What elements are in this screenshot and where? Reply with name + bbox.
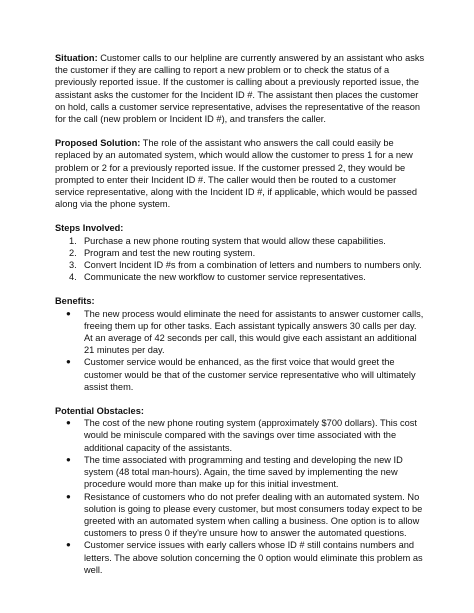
step-item	[55, 235, 425, 247]
bullet-icon: ●	[66, 540, 71, 550]
steps-heading: Steps Involved:	[55, 223, 124, 234]
benefits-heading: Benefits:	[55, 296, 95, 307]
obstacle-text: The time associated with programming and testing and developing the new ID system (48 total man-hours). Again, the time saved by implementing the new procedure would more than make up for this initial investment.	[84, 454, 403, 490]
obstacle-item	[55, 491, 425, 540]
benefit-text: The new process would eliminate the need for assistants to answer customer calls, freeing them up for other tasks. Each assistant typically answers 30 calls per day. At an average of 42 seconds per call, this would give each assistant an additional 21 minutes per day.	[84, 308, 424, 356]
step-text: Purchase a new phone routing system that would allow these capabilities.	[84, 235, 386, 246]
obstacles-section	[55, 405, 425, 576]
step-item	[55, 259, 425, 271]
obstacle-text: Resistance of customers who do not prefer dealing with an automated system. No solution is going to please every customer, but most consumers today expect to be greeted with an automated system when calling a business. One option is to allow customers to press 0 if they're unsure how to answer the automated questions.	[84, 491, 423, 539]
step-number: 4.	[69, 272, 77, 283]
proposed-solution-label: Proposed Solution:	[55, 138, 141, 149]
benefit-item	[55, 308, 425, 357]
situation-section	[55, 52, 425, 125]
obstacles-heading: Potential Obstacles:	[55, 406, 144, 417]
step-number: 1.	[69, 235, 77, 246]
situation-paragraph	[55, 52, 425, 125]
obstacle-item	[55, 454, 425, 491]
step-item	[55, 271, 425, 283]
benefits-list	[55, 308, 425, 393]
obstacle-item	[55, 539, 425, 576]
step-item	[55, 247, 425, 259]
steps-section	[55, 222, 425, 283]
obstacle-text: Customer service issues with early callers whose ID # still contains numbers and letters. The above solution concerning the 0 option would eliminate this problem as well.	[84, 540, 423, 575]
obstacles-list	[55, 417, 425, 576]
bullet-icon: ●	[66, 357, 71, 367]
step-text: Communicate the new workflow to customer service representatives.	[84, 272, 366, 283]
step-text: Program and test the new routing system.	[84, 247, 256, 258]
benefit-item	[55, 356, 425, 393]
obstacle-item	[55, 417, 425, 454]
proposed-solution-text: The role of the assistant who answers the call could easily be replaced by an automated system, which would allow the customer to press 1 for a new problem or 2 for a previously reported issue. If the customer pressed 2, they would be prompted to enter their Incident ID #. The caller would then be routed to a customer service representative, along with the Incident ID #, if applicable, which would be passed along via the phone system.	[55, 138, 417, 210]
obstacle-text: The cost of the new phone routing system (approximately $700 dollars). This cost would be miniscule compared with the savings over time associated with the additional capacity of the assistants.	[84, 418, 417, 453]
document-page	[55, 52, 425, 576]
benefit-text: Customer service would be enhanced, as the first voice that would greet the customer would be that of the customer service representative who will ultimately assist them.	[84, 357, 416, 392]
steps-list	[55, 235, 425, 284]
situation-text: Customer calls to our helpline are currently answered by an assistant who asks the customer if they are calling to report a new problem or to check the status of a previously reported issue. If the customer is calling about a previously reported issue, the assistant asks the customer for the Incident ID #. The assistant then places the customer on hold, calls a customer service representative, advises the representative of the reason for the call (new problem or Incident ID #), and transfers the caller.	[55, 53, 425, 125]
step-number: 2.	[69, 247, 77, 258]
proposed-solution-paragraph	[55, 137, 425, 210]
step-number: 3.	[69, 260, 77, 271]
bullet-icon: ●	[66, 491, 71, 501]
proposed-solution-section	[55, 137, 425, 210]
bullet-icon: ●	[66, 308, 71, 318]
bullet-icon: ●	[66, 418, 71, 428]
situation-label: Situation:	[55, 53, 98, 63]
benefits-section	[55, 295, 425, 393]
step-text: Convert Incident ID #s from a combination of letters and numbers to numbers only.	[84, 260, 422, 271]
bullet-icon: ●	[66, 454, 71, 464]
